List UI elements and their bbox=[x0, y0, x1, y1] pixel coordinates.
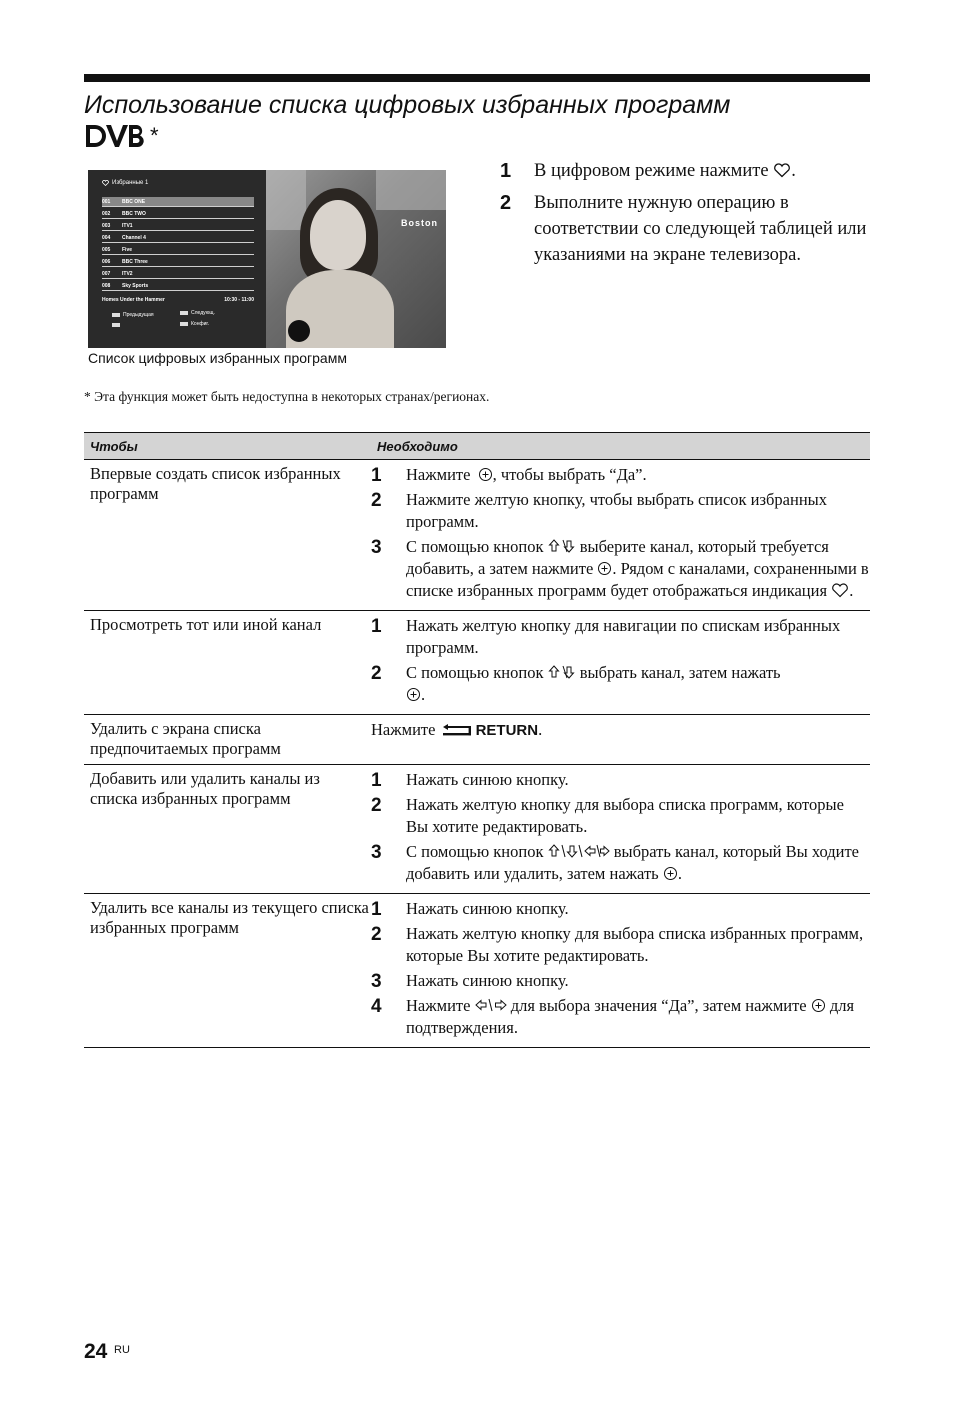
page-number: 24 bbox=[84, 1340, 108, 1363]
enter-circle-icon bbox=[406, 687, 421, 702]
action-step: 2 С помощью кнопок выбрать канал, затем нажать . bbox=[371, 663, 781, 704]
left-right-arrows-icon bbox=[475, 998, 507, 1012]
intro-steps bbox=[500, 158, 870, 274]
table-header bbox=[84, 432, 870, 460]
channel-row[interactable]: 008 Sky Sports bbox=[102, 281, 254, 291]
action-cell bbox=[371, 464, 870, 605]
legend-next: Следующ. bbox=[180, 310, 215, 316]
action-step: 4 Нажмите для выбора значения “Да”, затем нажмите для подтверждения. bbox=[371, 996, 855, 1037]
top-rule bbox=[84, 74, 870, 82]
four-arrows-icon bbox=[548, 844, 610, 858]
dvb-row bbox=[84, 120, 159, 152]
table-row bbox=[84, 715, 870, 765]
step-text: Выполните нужную операцию в соответствии со следующей таблицей или указаниями на экране телевизора. bbox=[534, 193, 867, 265]
dvb-asterisk: * bbox=[150, 123, 159, 148]
program-time: 10:30 - 11:00 bbox=[224, 297, 254, 303]
action-step: 1 Нажать синюю кнопку. bbox=[371, 899, 569, 920]
page-language: RU bbox=[114, 1344, 130, 1356]
action-cell bbox=[371, 898, 870, 1042]
step-text: В цифровом режиме нажмите . bbox=[534, 161, 796, 181]
table-row bbox=[84, 765, 870, 894]
enter-circle-icon bbox=[663, 866, 678, 881]
column-header-action: Необходимо bbox=[377, 438, 458, 454]
page-title: Использование списка цифровых избранных программ bbox=[84, 91, 731, 119]
action-cell: Нажмите RETURN. bbox=[371, 720, 543, 739]
enter-circle-icon bbox=[478, 467, 493, 482]
action-step: 3 Нажать синюю кнопку. bbox=[371, 971, 569, 992]
action-step: 1 Нажать желтую кнопку для навигации по спискам избранных программ. bbox=[371, 616, 841, 657]
screenshot-caption: Список цифровых избранных программ bbox=[88, 350, 347, 366]
column-header-task: Чтобы bbox=[90, 438, 138, 454]
intro-step bbox=[500, 158, 870, 184]
program-info bbox=[102, 297, 254, 303]
action-step: 2 Нажать желтую кнопку для выбора списка программ, которые Вы хотите редактировать. bbox=[371, 795, 844, 836]
action-step: 1 Нажать синюю кнопку. bbox=[371, 770, 569, 791]
channel-row[interactable]: 007 ITV2 bbox=[102, 269, 254, 279]
task-cell: Добавить или удалить каналы из списка избранных программ bbox=[90, 769, 320, 808]
action-step: 3 С помощью кнопок выберите канал, который требуется добавить, а затем нажмите . Рядом с каналами, сохраненными в списке избранных программ будет отображаться индикация . bbox=[371, 537, 869, 600]
step-number: 1 bbox=[500, 160, 512, 182]
favourites-menu-title bbox=[102, 180, 148, 186]
table-row bbox=[84, 611, 870, 715]
intro-step bbox=[500, 190, 870, 268]
action-cell bbox=[371, 615, 870, 709]
step-number: 2 bbox=[500, 192, 512, 214]
action-step: 1 Нажмите , чтобы выбрать “Да”. bbox=[371, 465, 647, 486]
city-label: Boston bbox=[401, 218, 438, 228]
favourites-menu bbox=[96, 176, 266, 342]
channel-row[interactable]: 006 BBC Three bbox=[102, 257, 254, 267]
heart-icon bbox=[831, 583, 849, 598]
program-name: Homes Under the Hammer bbox=[102, 297, 165, 303]
table-row bbox=[84, 894, 870, 1048]
channel-row[interactable]: 005 Five bbox=[102, 245, 254, 255]
enter-circle-icon bbox=[597, 561, 612, 576]
task-cell: Впервые создать список избранных программ bbox=[90, 464, 341, 503]
legend-config: Конфиг. bbox=[180, 321, 209, 327]
menu-title-text: Избранные 1 bbox=[112, 180, 149, 186]
channel-row[interactable]: 002 BBC TWO bbox=[102, 209, 254, 219]
legend-blank bbox=[112, 323, 120, 327]
dvb-logo-icon bbox=[84, 122, 146, 150]
enter-circle-icon bbox=[811, 998, 826, 1013]
action-step: 2 Нажмите желтую кнопку, чтобы выбрать список избранных программ. bbox=[371, 490, 827, 531]
return-icon bbox=[442, 723, 472, 737]
action-cell bbox=[371, 769, 870, 888]
return-label: RETURN bbox=[475, 722, 539, 739]
channel-row[interactable]: 003 ITV1 bbox=[102, 221, 254, 231]
channel-row[interactable]: 004 Channel 4 bbox=[102, 233, 254, 243]
heart-icon bbox=[102, 180, 109, 186]
instructions-table bbox=[84, 432, 870, 1048]
task-cell: Удалить с экрана списка предпочитаемых программ bbox=[90, 719, 281, 758]
heart-icon bbox=[773, 163, 791, 178]
up-down-arrows-icon bbox=[548, 539, 576, 553]
tv-screenshot bbox=[88, 170, 446, 348]
action-step: 2 Нажать желтую кнопку для выбора списка избранных программ, которые Вы хотите редактировать. bbox=[371, 924, 864, 965]
task-cell: Просмотреть тот или иной канал bbox=[90, 615, 322, 634]
up-down-arrows-icon bbox=[548, 665, 576, 679]
task-cell: Удалить все каналы из текущего списка избранных программ bbox=[90, 898, 369, 937]
channel-row[interactable]: 001 BBC ONE bbox=[102, 197, 254, 207]
microphone-icon bbox=[288, 320, 310, 342]
table-row bbox=[84, 460, 870, 611]
footnote: * Эта функция может быть недоступна в некоторых странах/регионах. bbox=[84, 389, 490, 404]
action-step: 3 С помощью кнопок выбрать канал, который Вы ходите добавить или удалить, затем нажать . bbox=[371, 842, 859, 883]
newsreader-photo bbox=[266, 170, 446, 348]
legend-prev: Предыдущая bbox=[112, 312, 154, 318]
